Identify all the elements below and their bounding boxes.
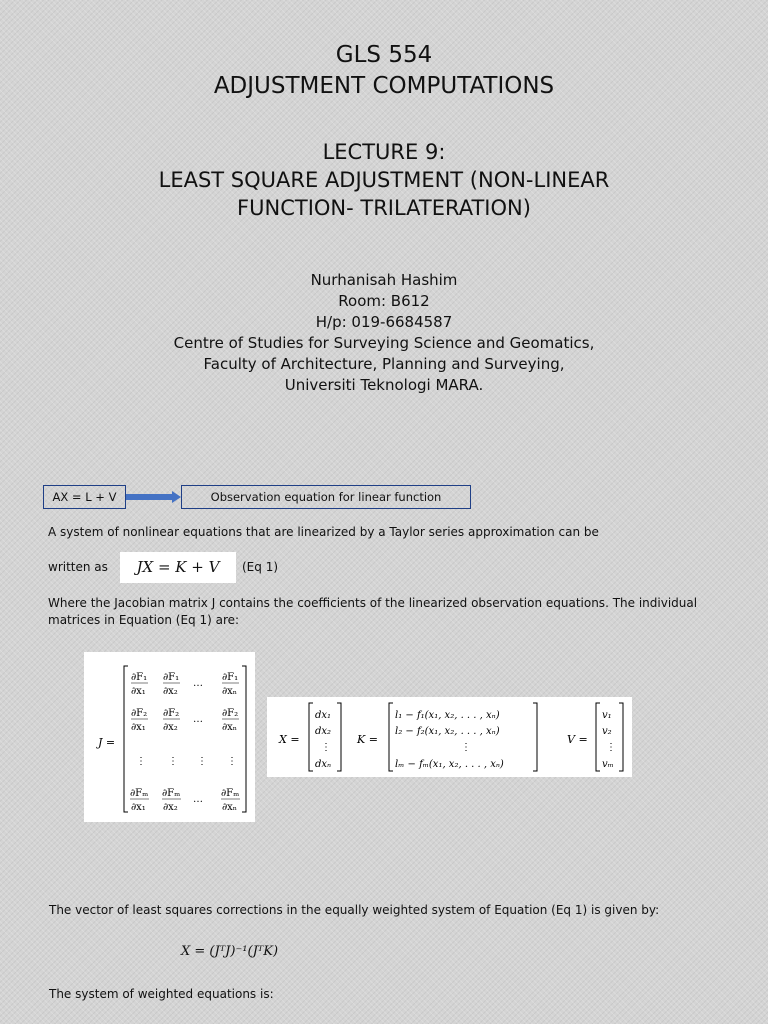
- svg-text:∂Fₘ: ∂Fₘ: [130, 788, 149, 799]
- svg-text:dx₁: dx₁: [315, 710, 332, 721]
- corrections-text: The vector of least squares corrections in the equally weighted system of Equation (Eq 1) is given by:: [49, 903, 660, 917]
- svg-text:∂x₁: ∂x₁: [131, 686, 146, 697]
- svg-text:v₁: v₁: [602, 710, 612, 721]
- svg-text:∂F₁: ∂F₁: [222, 672, 239, 683]
- svg-text:∂F₁: ∂F₁: [163, 672, 180, 683]
- jacobian-text: Where the Jacobian matrix J contains the coefficients of the linearized observation equations. The individual matrices in Equation (Eq 1) are:: [48, 596, 698, 627]
- svg-text:∂Fₘ: ∂Fₘ: [221, 788, 240, 799]
- svg-text:l₂ − f₂(x₁, x₂, . . . , xₙ): l₂ − f₂(x₁, x₂, . . . , xₙ): [395, 726, 500, 737]
- author-centre: Centre of Studies for Surveying Science and Geomatics,: [173, 334, 595, 352]
- svg-text:⋮: ⋮: [197, 756, 207, 767]
- svg-text:⋮: ⋮: [136, 756, 146, 767]
- svg-text:V =: V =: [567, 733, 588, 746]
- svg-text:∂xₙ: ∂xₙ: [222, 722, 238, 733]
- jacobian-matrix: [84, 652, 255, 822]
- x-k-v-matrices: [267, 697, 632, 777]
- author-faculty: Faculty of Architecture, Planning and Surveying,: [203, 355, 565, 373]
- svg-text:K =: K =: [357, 733, 378, 746]
- written-as-label: written as: [48, 560, 108, 574]
- lecture-topic-line-2: FUNCTION- TRILATERATION): [237, 196, 531, 220]
- svg-text:lₘ − fₘ(x₁, x₂, . . . , xₙ): lₘ − fₘ(x₁, x₂, . . . , xₙ): [395, 759, 504, 770]
- svg-text:∂x₁: ∂x₁: [131, 802, 146, 813]
- svg-text:vₘ: vₘ: [602, 759, 614, 770]
- svg-text:⋮: ⋮: [321, 742, 331, 753]
- svg-text:…: …: [193, 794, 203, 805]
- weighted-text: The system of weighted equations is:: [49, 987, 274, 1001]
- author-phone: H/p: 019-6684587: [315, 313, 453, 331]
- author-name: Nurhanisah Hashim: [310, 271, 458, 289]
- svg-text:∂x₂: ∂x₂: [163, 722, 178, 733]
- svg-text:∂Fₘ: ∂Fₘ: [162, 788, 181, 799]
- author-university: Universiti Teknologi MARA.: [284, 376, 484, 394]
- svg-text:J =: J =: [98, 736, 116, 749]
- eq1-reference: (Eq 1): [242, 560, 279, 574]
- svg-text:∂F₂: ∂F₂: [222, 708, 239, 719]
- svg-text:X =: X =: [279, 733, 300, 746]
- course-title: ADJUSTMENT COMPUTATIONS: [213, 73, 555, 99]
- svg-text:∂xₙ: ∂xₙ: [222, 686, 238, 697]
- svg-text:∂xₙ: ∂xₙ: [222, 802, 238, 813]
- right-arrow-icon: [126, 491, 182, 503]
- svg-text:⋮: ⋮: [227, 756, 237, 767]
- linear-description-box: Observation equation for linear function: [181, 485, 471, 509]
- svg-text:⋮: ⋮: [606, 742, 616, 753]
- lecture-topic-line-1: LEAST SQUARE ADJUSTMENT (NON-LINEAR: [158, 168, 610, 192]
- svg-text:dxₙ: dxₙ: [315, 759, 332, 770]
- svg-text:…: …: [193, 678, 203, 689]
- svg-text:v₂: v₂: [602, 726, 612, 737]
- author-room: Room: B612: [338, 292, 430, 310]
- intro-text: A system of nonlinear equations that are linearized by a Taylor series approximation can be: [48, 525, 599, 539]
- svg-text:∂F₁: ∂F₁: [131, 672, 148, 683]
- svg-text:l₁ − f₁(x₁, x₂, . . . , xₙ): l₁ − f₁(x₁, x₂, . . . , xₙ): [395, 710, 500, 721]
- svg-text:∂x₁: ∂x₁: [131, 722, 146, 733]
- svg-text:dx₂: dx₂: [315, 726, 332, 737]
- svg-text:⋮: ⋮: [461, 742, 471, 753]
- svg-text:∂x₂: ∂x₂: [163, 686, 178, 697]
- lecture-number: LECTURE 9:: [322, 140, 446, 164]
- svg-text:…: …: [193, 714, 203, 725]
- svg-text:∂F₂: ∂F₂: [163, 708, 180, 719]
- linear-equation-box: AX = L + V: [43, 485, 126, 509]
- course-code: GLS 554: [335, 42, 433, 68]
- svg-text:∂x₂: ∂x₂: [163, 802, 178, 813]
- eq1-formula: JX = K + V: [120, 552, 236, 583]
- solution-formula: X = (JᵀJ)⁻¹(JᵀK): [181, 944, 279, 959]
- svg-text:⋮: ⋮: [168, 756, 178, 767]
- svg-text:∂F₂: ∂F₂: [131, 708, 148, 719]
